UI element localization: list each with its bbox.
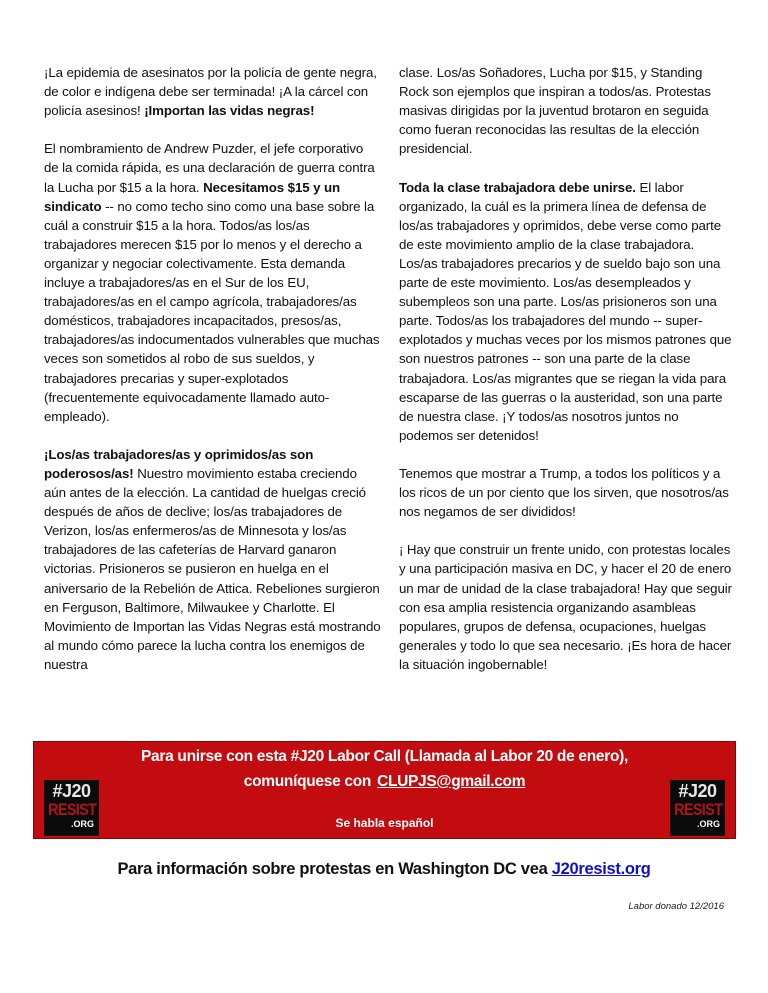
logo-resist: RESIST <box>674 800 723 819</box>
paragraph-text: ¡La epidemia de asesinatos por la policía de gente negra, de color e indígena debe ser terminada! ¡A la cárcel con policía asesinos! <box>44 65 377 119</box>
paragraph-bold-text: ¡Importan las vidas negras! <box>144 103 315 119</box>
paragraph-working-class-unite <box>399 178 734 445</box>
paragraph-bold-text: ¡Los/as trabajadores/as y oprimidos/as son poderosos/as! <box>44 446 314 481</box>
paragraph-police-violence <box>44 63 381 120</box>
article-columns <box>44 63 734 674</box>
logo-org: .ORG <box>696 819 720 829</box>
paragraph-text: ¡ Hay que construir un frente unido, con protestas locales y una participación masiva en DC, y hacer el 20 de enero un mar de unidad de la clase trabajadora! Hay que seguir con esa amplia resistencia organizando asambleas populares, grupos de defensa, ocupaciones, huelgas generales y todo lo que sea necesario. ¡Es hora de hacer la situación ingobernable! <box>399 542 732 672</box>
paragraph-text: Nuestro movimiento estaba creciendo aún antes de la elección. La cantidad de huelgas creció después de años de declive; los/as trabajadores de Verizon, los/as enfermeros/as de Minnesota y los/as trabajadores de las cafeterías de Harvard ganaron victorias. Prisioneros se pusieron en huelga en el aniversario de la Rebelión de Attica. Rebeliones surgieron en Ferguson, Baltimore, Milwaukee y Charlotte. El Movimiento de Importan las Vidas Negras está mostrando al mundo cómo parece la lucha contra los enemigos de nuestra <box>44 465 381 672</box>
contact-email-link[interactable]: CLUPJS@gmail.com <box>377 773 526 790</box>
logo-resist: RESIST <box>48 800 97 819</box>
paragraph-dreamers <box>399 63 734 158</box>
paragraph-text: El labor organizado, la cuál es la primera línea de defensa de los/as trabajadores y oprimidos, debe verse como parte de este movimiento amplio de la clase trabajadora. Los/as trabajadores precarios y de sueldo bajo son una parte de este movimiento. Los/as desempleados y subempleos son una parte. Los/as prisioneros son una parte. Todos/as los trabajadores del mundo -- super-explotados y muchas veces por los mismos patrones que son nuestros patrones -- son una parte de la clase trabajadora. Los/as migrantes que se riegan la vida para escaparse de las guerras o la austeridad, son una parte de nuestra clase. ¡Y todos/as nosotros juntos no podemos ser detenidos! <box>399 179 732 443</box>
paragraph-text: Tenemos que mostrar a Trump, a todos los políticos y a los ricos de un por ciento que los sirven, que nosotros/as nos negamos de ser divididos! <box>399 465 729 520</box>
logo-org: .ORG <box>70 819 94 829</box>
j20-resist-logo-right <box>670 780 725 836</box>
info-text: Para información sobre protestas en Washington DC vea <box>117 860 552 878</box>
paragraph-fight-for-15 <box>44 139 381 425</box>
paragraph-text: -- no como techo sino como una base sobre la cuál a construir $15 a la hora. Todos/as los/as trabajadores merecen $15 por lo menos y el derecho a organizar y negociar colectivamente. Esta demanda incluye a trabajadores/as en el Sur de los EU, trabajadores/as en el campo agrícola, trabajadores/as domésticos, trabajadores incapacitados, presos/as, trabajadores/as indocumentados vulnerables que muchas veces son sometidos al robo de sus sueldos, y trabajadores precarias y super-explotados (frecuentemente equivocadamente llamado auto-empleado). <box>44 198 380 424</box>
banner-contact-prefix: comuníquese con <box>243 773 372 790</box>
banner-contact-line <box>34 773 735 791</box>
labor-donated-credit: Labor donado 12/2016 <box>628 901 724 912</box>
contact-banner <box>33 741 736 839</box>
logo-hashtag: #J20 <box>678 781 717 801</box>
paragraph-bold-text: Necesitamos $15 y un sindicato <box>44 179 341 214</box>
paragraph-text: El nombramiento de Andrew Puzder, el jefe corporativo de la comida rápida, es una declaración de guerra contra la Lucha por $15 a la hora. <box>44 141 375 195</box>
logo-hashtag: #J20 <box>52 781 91 801</box>
right-column <box>399 63 734 674</box>
paragraph-united-front <box>399 540 734 674</box>
paragraph-workers-powerful <box>44 445 381 674</box>
paragraph-bold-text: Toda la clase trabajadora debe unirse. <box>399 179 636 195</box>
paragraph-text: clase. Los/as Soñadores, Lucha por $15, y Standing Rock son ejemplos que inspiran a todos/as. Protestas masivas dirigidas por la juventud brotaron en seguida como fueran reconocidas las resultas de la elección presidencial. <box>399 65 711 157</box>
banner-headline: Para unirse con esta #J20 Labor Call (Llamada al Labor 20 de enero), <box>141 748 628 765</box>
left-column <box>44 63 381 674</box>
j20resist-link[interactable]: J20resist.org <box>551 860 651 878</box>
banner-spanish-note: Se habla español <box>335 816 434 830</box>
paragraph-show-trump <box>399 464 734 521</box>
protest-info-line <box>0 860 768 879</box>
